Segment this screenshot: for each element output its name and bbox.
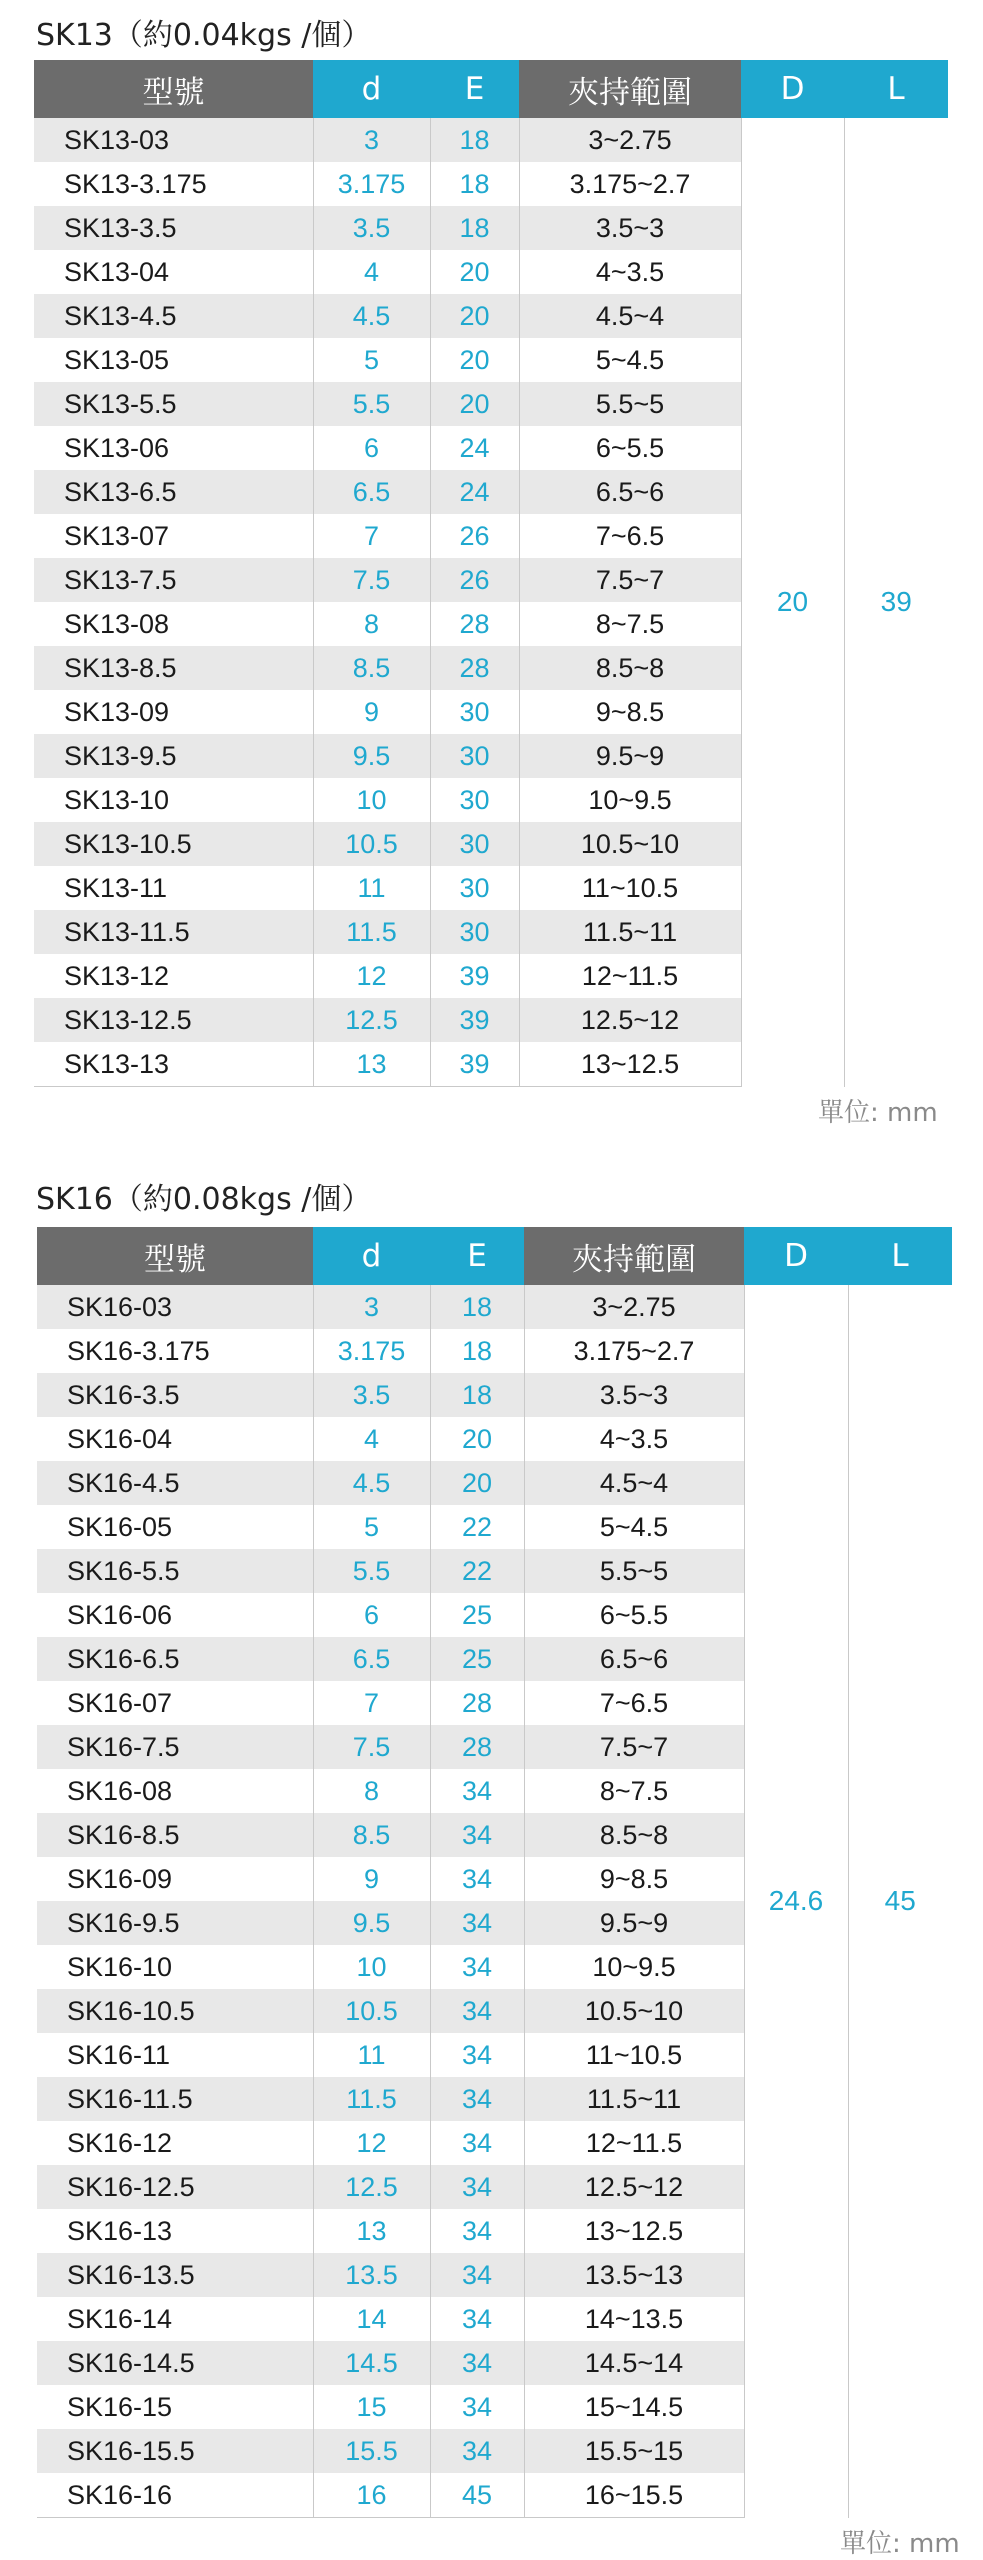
section-title: SK13（約0.04kgs /個） xyxy=(36,18,372,53)
e-cell: 28 xyxy=(430,1725,524,1769)
clamping-range-cell: 4~3.5 xyxy=(519,250,741,294)
model-cell: SK16-9.5 xyxy=(37,1901,313,1945)
d-cell: 4 xyxy=(313,1417,430,1461)
d-cell: 14 xyxy=(313,2297,430,2341)
e-cell: 24 xyxy=(430,426,519,470)
e-cell: 34 xyxy=(430,2341,524,2385)
d-cell: 12.5 xyxy=(313,998,430,1042)
model-cell: SK16-07 xyxy=(37,1681,313,1725)
d-cell: 8.5 xyxy=(313,1813,430,1857)
e-cell: 18 xyxy=(430,206,519,250)
table-body xyxy=(34,118,948,1087)
clamping-range-cell: 7.5~7 xyxy=(519,558,741,602)
e-cell: 22 xyxy=(430,1549,524,1593)
model-cell: SK16-12 xyxy=(37,2121,313,2165)
model-cell: SK16-13 xyxy=(37,2209,313,2253)
e-cell: 22 xyxy=(430,1505,524,1549)
e-cell: 45 xyxy=(430,2473,524,2518)
e-cell: 18 xyxy=(430,1285,524,1329)
header-D: D xyxy=(741,60,844,118)
model-cell: SK13-12 xyxy=(34,954,313,998)
model-cell: SK13-5.5 xyxy=(34,382,313,426)
model-cell: SK16-08 xyxy=(37,1769,313,1813)
model-cell: SK13-09 xyxy=(34,690,313,734)
clamping-range-cell: 3~2.75 xyxy=(519,118,741,162)
d-cell: 12.5 xyxy=(313,2165,430,2209)
e-cell: 28 xyxy=(430,1681,524,1725)
model-cell: SK13-05 xyxy=(34,338,313,382)
clamping-range-cell: 7~6.5 xyxy=(524,1681,744,1725)
e-cell: 20 xyxy=(430,1417,524,1461)
clamping-range-cell: 5~4.5 xyxy=(524,1505,744,1549)
d-cell: 7.5 xyxy=(313,558,430,602)
header-d: d xyxy=(313,60,430,118)
e-cell: 34 xyxy=(430,2429,524,2473)
d-cell: 3.175 xyxy=(313,1329,430,1373)
model-cell: SK16-6.5 xyxy=(37,1637,313,1681)
model-cell: SK16-15 xyxy=(37,2385,313,2429)
clamping-range-cell: 12.5~12 xyxy=(519,998,741,1042)
e-cell: 34 xyxy=(430,2121,524,2165)
header-e: E xyxy=(430,1227,524,1285)
model-cell: SK13-08 xyxy=(34,602,313,646)
d-cell: 8.5 xyxy=(313,646,430,690)
model-cell: SK13-12.5 xyxy=(34,998,313,1042)
clamping-range-cell: 9~8.5 xyxy=(519,690,741,734)
L-value-cell: 45 xyxy=(848,1285,952,2518)
clamping-range-cell: 4~3.5 xyxy=(524,1417,744,1461)
clamping-range-cell: 10~9.5 xyxy=(524,1945,744,1989)
clamping-range-cell: 10~9.5 xyxy=(519,778,741,822)
clamping-range-cell: 9.5~9 xyxy=(524,1901,744,1945)
e-cell: 25 xyxy=(430,1637,524,1681)
model-cell: SK13-7.5 xyxy=(34,558,313,602)
header-L: L xyxy=(844,60,948,118)
model-cell: SK16-11 xyxy=(37,2033,313,2077)
clamping-range-cell: 11.5~11 xyxy=(519,910,741,954)
e-cell: 34 xyxy=(430,1901,524,1945)
d-cell: 16 xyxy=(313,2473,430,2518)
table-body xyxy=(37,1285,952,2518)
clamping-range-cell: 14~13.5 xyxy=(524,2297,744,2341)
unit-label: 單位: mm xyxy=(840,2529,960,2559)
clamping-range-cell: 3.175~2.7 xyxy=(519,162,741,206)
clamping-range-cell: 12.5~12 xyxy=(524,2165,744,2209)
d-cell: 9 xyxy=(313,690,430,734)
d-cell: 9.5 xyxy=(313,1901,430,1945)
D-value-cell: 24.6 xyxy=(744,1285,848,2518)
clamping-range-cell: 7.5~7 xyxy=(524,1725,744,1769)
d-cell: 5.5 xyxy=(313,1549,430,1593)
model-cell: SK16-4.5 xyxy=(37,1461,313,1505)
e-cell: 20 xyxy=(430,250,519,294)
clamping-range-cell: 8.5~8 xyxy=(524,1813,744,1857)
d-cell: 11.5 xyxy=(313,2077,430,2121)
spec-table-sk16 xyxy=(37,1227,952,2518)
clamping-range-cell: 9~8.5 xyxy=(524,1857,744,1901)
clamping-range-cell: 5.5~5 xyxy=(519,382,741,426)
model-cell: SK13-13 xyxy=(34,1042,313,1087)
e-cell: 28 xyxy=(430,646,519,690)
model-cell: SK16-09 xyxy=(37,1857,313,1901)
clamping-range-cell: 16~15.5 xyxy=(524,2473,744,2518)
clamping-range-cell: 9.5~9 xyxy=(519,734,741,778)
d-cell: 9.5 xyxy=(313,734,430,778)
d-cell: 11 xyxy=(313,866,430,910)
e-cell: 30 xyxy=(430,822,519,866)
e-cell: 34 xyxy=(430,1769,524,1813)
clamping-range-cell: 15~14.5 xyxy=(524,2385,744,2429)
e-cell: 30 xyxy=(430,910,519,954)
header-row xyxy=(34,60,948,118)
e-cell: 34 xyxy=(430,2297,524,2341)
clamping-range-cell: 8~7.5 xyxy=(524,1769,744,1813)
model-cell: SK16-05 xyxy=(37,1505,313,1549)
model-cell: SK16-13.5 xyxy=(37,2253,313,2297)
model-cell: SK13-3.175 xyxy=(34,162,313,206)
header-e: E xyxy=(430,60,519,118)
d-cell: 13.5 xyxy=(313,2253,430,2297)
clamping-range-cell: 5.5~5 xyxy=(524,1549,744,1593)
model-cell: SK16-14 xyxy=(37,2297,313,2341)
model-cell: SK13-03 xyxy=(34,118,313,162)
e-cell: 34 xyxy=(430,2253,524,2297)
model-cell: SK16-7.5 xyxy=(37,1725,313,1769)
d-cell: 4 xyxy=(313,250,430,294)
header-model: 型號 xyxy=(37,1227,313,1285)
clamping-range-cell: 8~7.5 xyxy=(519,602,741,646)
clamping-range-cell: 3.5~3 xyxy=(524,1373,744,1417)
e-cell: 34 xyxy=(430,2165,524,2209)
model-cell: SK16-10 xyxy=(37,1945,313,1989)
model-cell: SK13-11.5 xyxy=(34,910,313,954)
spec-table-sk13 xyxy=(34,60,948,1087)
L-value-cell: 39 xyxy=(844,118,948,1087)
d-cell: 4.5 xyxy=(313,294,430,338)
model-cell: SK16-14.5 xyxy=(37,2341,313,2385)
d-cell: 12 xyxy=(313,954,430,998)
clamping-range-cell: 3~2.75 xyxy=(524,1285,744,1329)
model-cell: SK16-12.5 xyxy=(37,2165,313,2209)
e-cell: 34 xyxy=(430,2385,524,2429)
e-cell: 34 xyxy=(430,1989,524,2033)
e-cell: 24 xyxy=(430,470,519,514)
d-cell: 6.5 xyxy=(313,470,430,514)
e-cell: 34 xyxy=(430,1945,524,1989)
d-cell: 15.5 xyxy=(313,2429,430,2473)
model-cell: SK16-8.5 xyxy=(37,1813,313,1857)
model-cell: SK13-06 xyxy=(34,426,313,470)
model-cell: SK16-5.5 xyxy=(37,1549,313,1593)
model-cell: SK13-11 xyxy=(34,866,313,910)
d-cell: 12 xyxy=(313,2121,430,2165)
d-cell: 14.5 xyxy=(313,2341,430,2385)
e-cell: 25 xyxy=(430,1593,524,1637)
d-cell: 3 xyxy=(313,1285,430,1329)
clamping-range-cell: 13~12.5 xyxy=(519,1042,741,1087)
model-cell: SK16-10.5 xyxy=(37,1989,313,2033)
model-cell: SK16-3.5 xyxy=(37,1373,313,1417)
d-cell: 5 xyxy=(313,1505,430,1549)
clamping-range-cell: 13~12.5 xyxy=(524,2209,744,2253)
model-cell: SK16-03 xyxy=(37,1285,313,1329)
d-cell: 7 xyxy=(313,1681,430,1725)
e-cell: 39 xyxy=(430,998,519,1042)
clamping-range-cell: 3.5~3 xyxy=(519,206,741,250)
model-cell: SK13-07 xyxy=(34,514,313,558)
e-cell: 34 xyxy=(430,2033,524,2077)
d-cell: 6 xyxy=(313,426,430,470)
d-cell: 13 xyxy=(313,2209,430,2253)
d-cell: 7 xyxy=(313,514,430,558)
e-cell: 18 xyxy=(430,1373,524,1417)
d-cell: 3.5 xyxy=(313,1373,430,1417)
d-cell: 8 xyxy=(313,602,430,646)
header-clamping-range: 夾持範圍 xyxy=(524,1227,744,1285)
clamping-range-cell: 15.5~15 xyxy=(524,2429,744,2473)
d-cell: 10.5 xyxy=(313,1989,430,2033)
clamping-range-cell: 4.5~4 xyxy=(519,294,741,338)
clamping-range-cell: 3.175~2.7 xyxy=(524,1329,744,1373)
clamping-range-cell: 12~11.5 xyxy=(524,2121,744,2165)
e-cell: 34 xyxy=(430,2209,524,2253)
e-cell: 20 xyxy=(430,338,519,382)
d-cell: 15 xyxy=(313,2385,430,2429)
clamping-range-cell: 6.5~6 xyxy=(524,1637,744,1681)
model-cell: SK13-4.5 xyxy=(34,294,313,338)
d-cell: 11 xyxy=(313,2033,430,2077)
e-cell: 26 xyxy=(430,558,519,602)
model-cell: SK16-04 xyxy=(37,1417,313,1461)
header-d: d xyxy=(313,1227,430,1285)
d-cell: 5.5 xyxy=(313,382,430,426)
model-cell: SK13-3.5 xyxy=(34,206,313,250)
d-cell: 7.5 xyxy=(313,1725,430,1769)
e-cell: 30 xyxy=(430,778,519,822)
header-model: 型號 xyxy=(34,60,313,118)
d-cell: 10 xyxy=(313,778,430,822)
clamping-range-cell: 10.5~10 xyxy=(524,1989,744,2033)
e-cell: 18 xyxy=(430,162,519,206)
model-cell: SK16-3.175 xyxy=(37,1329,313,1373)
clamping-range-cell: 4.5~4 xyxy=(524,1461,744,1505)
d-cell: 13 xyxy=(313,1042,430,1087)
header-row xyxy=(37,1227,952,1285)
d-cell: 9 xyxy=(313,1857,430,1901)
clamping-range-cell: 12~11.5 xyxy=(519,954,741,998)
clamping-range-cell: 13.5~13 xyxy=(524,2253,744,2297)
model-cell: SK16-16 xyxy=(37,2473,313,2518)
model-cell: SK16-15.5 xyxy=(37,2429,313,2473)
model-cell: SK16-11.5 xyxy=(37,2077,313,2121)
d-cell: 6 xyxy=(313,1593,430,1637)
model-cell: SK16-06 xyxy=(37,1593,313,1637)
e-cell: 18 xyxy=(430,1329,524,1373)
e-cell: 39 xyxy=(430,954,519,998)
d-cell: 11.5 xyxy=(313,910,430,954)
d-cell: 3.175 xyxy=(313,162,430,206)
e-cell: 28 xyxy=(430,602,519,646)
model-cell: SK13-04 xyxy=(34,250,313,294)
e-cell: 34 xyxy=(430,1857,524,1901)
clamping-range-cell: 11~10.5 xyxy=(519,866,741,910)
e-cell: 20 xyxy=(430,382,519,426)
d-cell: 6.5 xyxy=(313,1637,430,1681)
header-clamping-range: 夾持範圍 xyxy=(519,60,741,118)
clamping-range-cell: 10.5~10 xyxy=(519,822,741,866)
e-cell: 30 xyxy=(430,866,519,910)
clamping-range-cell: 6~5.5 xyxy=(524,1593,744,1637)
e-cell: 18 xyxy=(430,118,519,162)
table-row xyxy=(37,1285,952,1329)
model-cell: SK13-10 xyxy=(34,778,313,822)
e-cell: 30 xyxy=(430,690,519,734)
clamping-range-cell: 8.5~8 xyxy=(519,646,741,690)
d-cell: 8 xyxy=(313,1769,430,1813)
d-cell: 10.5 xyxy=(313,822,430,866)
clamping-range-cell: 6~5.5 xyxy=(519,426,741,470)
unit-label: 單位: mm xyxy=(818,1098,938,1128)
d-cell: 4.5 xyxy=(313,1461,430,1505)
e-cell: 20 xyxy=(430,1461,524,1505)
clamping-range-cell: 14.5~14 xyxy=(524,2341,744,2385)
clamping-range-cell: 5~4.5 xyxy=(519,338,741,382)
d-cell: 5 xyxy=(313,338,430,382)
model-cell: SK13-8.5 xyxy=(34,646,313,690)
header-L: L xyxy=(848,1227,952,1285)
clamping-range-cell: 6.5~6 xyxy=(519,470,741,514)
header-D: D xyxy=(744,1227,848,1285)
table-row xyxy=(34,118,948,162)
clamping-range-cell: 11.5~11 xyxy=(524,2077,744,2121)
d-cell: 3 xyxy=(313,118,430,162)
d-cell: 3.5 xyxy=(313,206,430,250)
e-cell: 20 xyxy=(430,294,519,338)
clamping-range-cell: 7~6.5 xyxy=(519,514,741,558)
model-cell: SK13-9.5 xyxy=(34,734,313,778)
e-cell: 39 xyxy=(430,1042,519,1087)
clamping-range-cell: 11~10.5 xyxy=(524,2033,744,2077)
d-cell: 10 xyxy=(313,1945,430,1989)
e-cell: 26 xyxy=(430,514,519,558)
e-cell: 30 xyxy=(430,734,519,778)
e-cell: 34 xyxy=(430,2077,524,2121)
model-cell: SK13-10.5 xyxy=(34,822,313,866)
D-value-cell: 20 xyxy=(741,118,844,1087)
e-cell: 34 xyxy=(430,1813,524,1857)
model-cell: SK13-6.5 xyxy=(34,470,313,514)
section-title: SK16（約0.08kgs /個） xyxy=(36,1182,372,1217)
